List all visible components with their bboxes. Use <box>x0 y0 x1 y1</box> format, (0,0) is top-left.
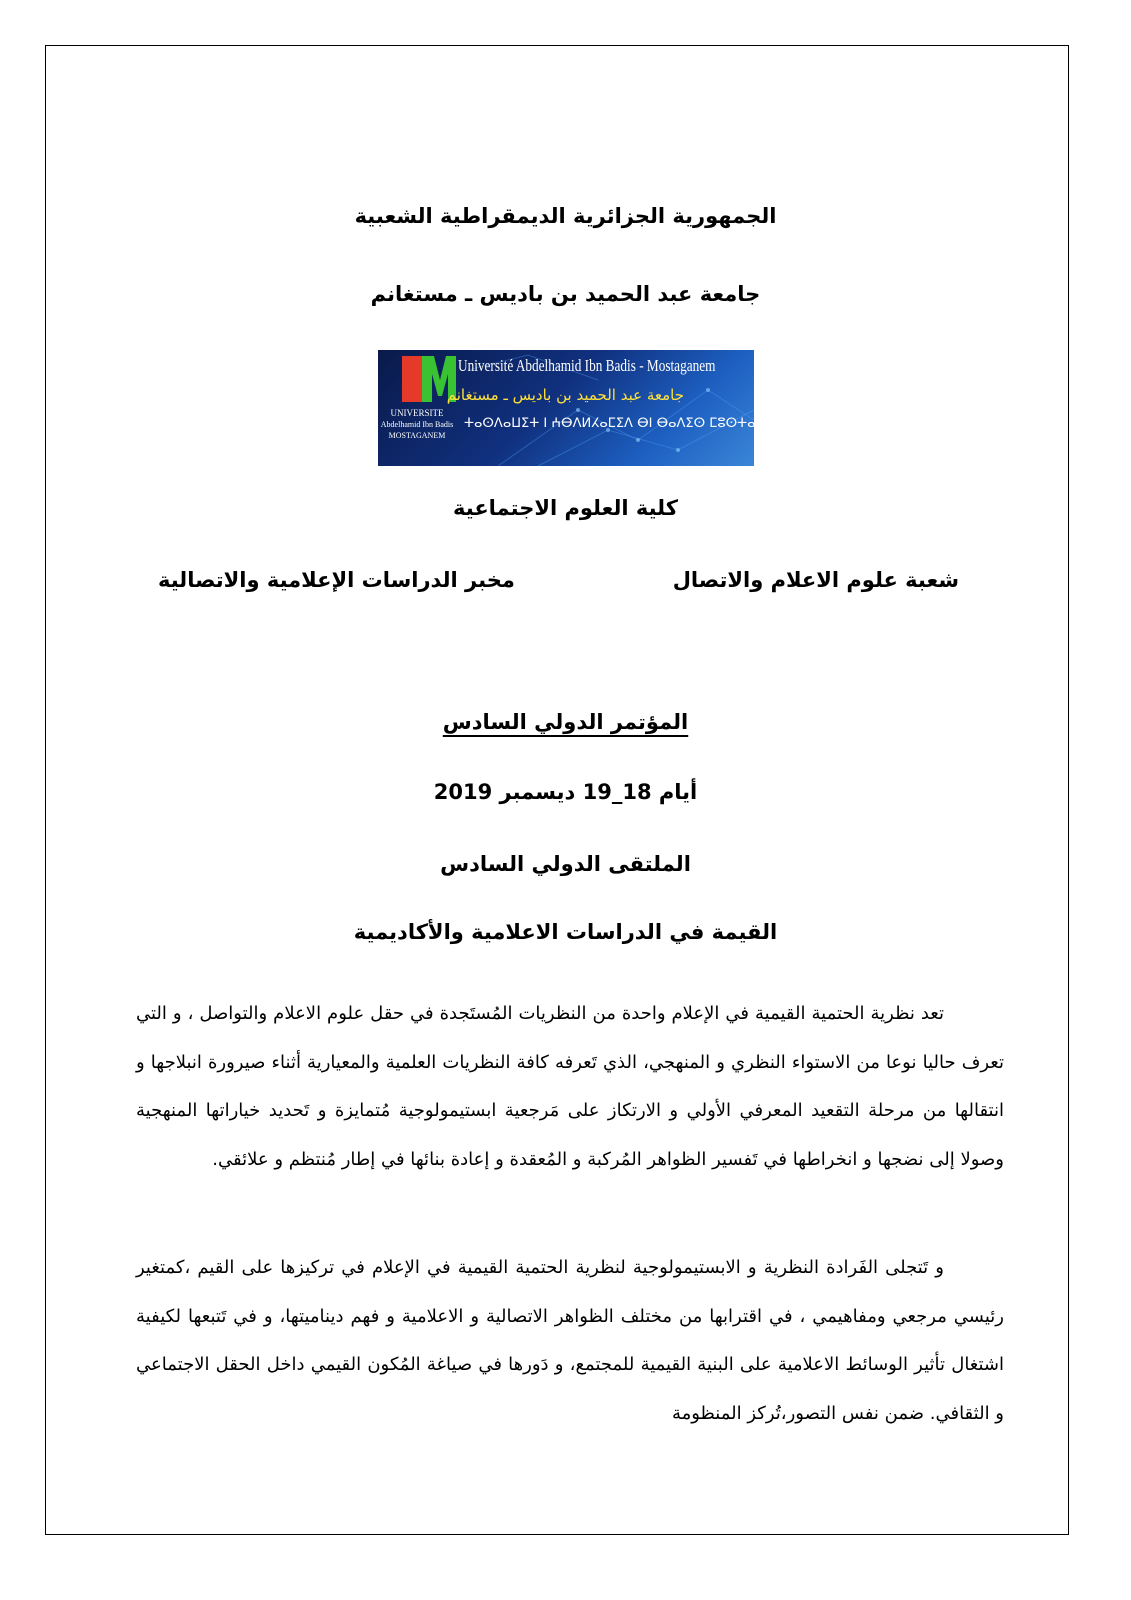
forum-title: الملتقى الدولي السادس <box>440 852 691 876</box>
logo-badge-line2: Abdelhamid Ibn Badis <box>380 420 454 429</box>
logo-title-tifinagh: ⵜⴰⵙⴷⴰⵡⵉⵜ ⵏ ⵄⴱⴷⵍⵃⴰⵎⵉⴷ ⴱⵏ ⴱⴰⴷⵉⵙ ⵎⵓⵙⵜⴰⵖⴰⵏⴰⵎ <box>464 416 795 431</box>
logo-badge-line1: UNIVERSITE <box>390 408 444 418</box>
university-name: جامعة عبد الحميد بن باديس ـ مستغانم <box>370 282 761 306</box>
paragraph-2-text: و تَتجلى الفَرادة النظرية و الابستيمولوجية لنظرية الحتمية القيمية في الإعلام في تركيزها على القيم ،كمتغير رئيسي مرجعي ومفاهيمي ، في اقترابها من مختلف الظواهر الاتصالية و الاعلامية و فهم ديناميتها، و في تَتبعها لكيفية اشتغال تأثير الوسائط الاعلامية على البنية القيمية للمجتمع، و دَورها في صياغة المُكون القيمي داخل الحقل الاجتماعي و الثقافي. ضمن نفس التصور،تُركز المنظومة <box>136 1257 1004 1424</box>
laboratory-name: مخبر الدراسات الإعلامية والاتصالية <box>158 568 515 592</box>
conference-title-text: المؤتمر الدولي السادس <box>442 710 689 734</box>
paragraph-1-text: تعد نظرية الحتمية القيمية في الإعلام واحدة من النظريات المُستَجدة في حقل علوم الاعلام والتواصل ، و التي تعرف حاليا نوعا من الاستواء النظري و المنهجي، الذي تَعرفه كافة النظريات العلمية والمعيارية أثناء صيرورة انبلاجها و انتقالها من مرحلة التقعيد المعرفي الأولي و الارتكاز على مَرجعية ابستيمولوجية مُتمايزة و تَحديد خياراتها المنهجية وصولا إلى نضجها و انخراطها في تَفسير الظواهر المُركبة و المُعقدة و إعادة بنائها في إطار مُنتظم و علائقي. <box>136 1003 1004 1170</box>
republic-title: الجمهورية الجزائرية الديمقراطية الشعبية <box>354 204 777 228</box>
logo-title-fr: Université Abdelhamid Ibn Badis - Mostaganem <box>458 356 716 375</box>
conference-title <box>0 710 1131 734</box>
paragraph-1 <box>136 990 1004 1184</box>
logo-title-ar: جامعة عبد الحميد بن باديس ـ مستغانم <box>446 386 684 404</box>
department-name: شعبة علوم الاعلام والاتصال <box>672 568 959 592</box>
paragraph-2 <box>136 1244 1004 1438</box>
university-logo <box>378 350 795 466</box>
faculty-name: كلية العلوم الاجتماعية <box>453 496 678 520</box>
conference-theme: القيمة في الدراسات الاعلامية والأكاديمية <box>353 920 778 944</box>
logo-badge-line3: MOSTAGANEM <box>388 431 446 440</box>
conference-dates: أيام 18_19 ديسمبر 2019 <box>433 780 698 804</box>
